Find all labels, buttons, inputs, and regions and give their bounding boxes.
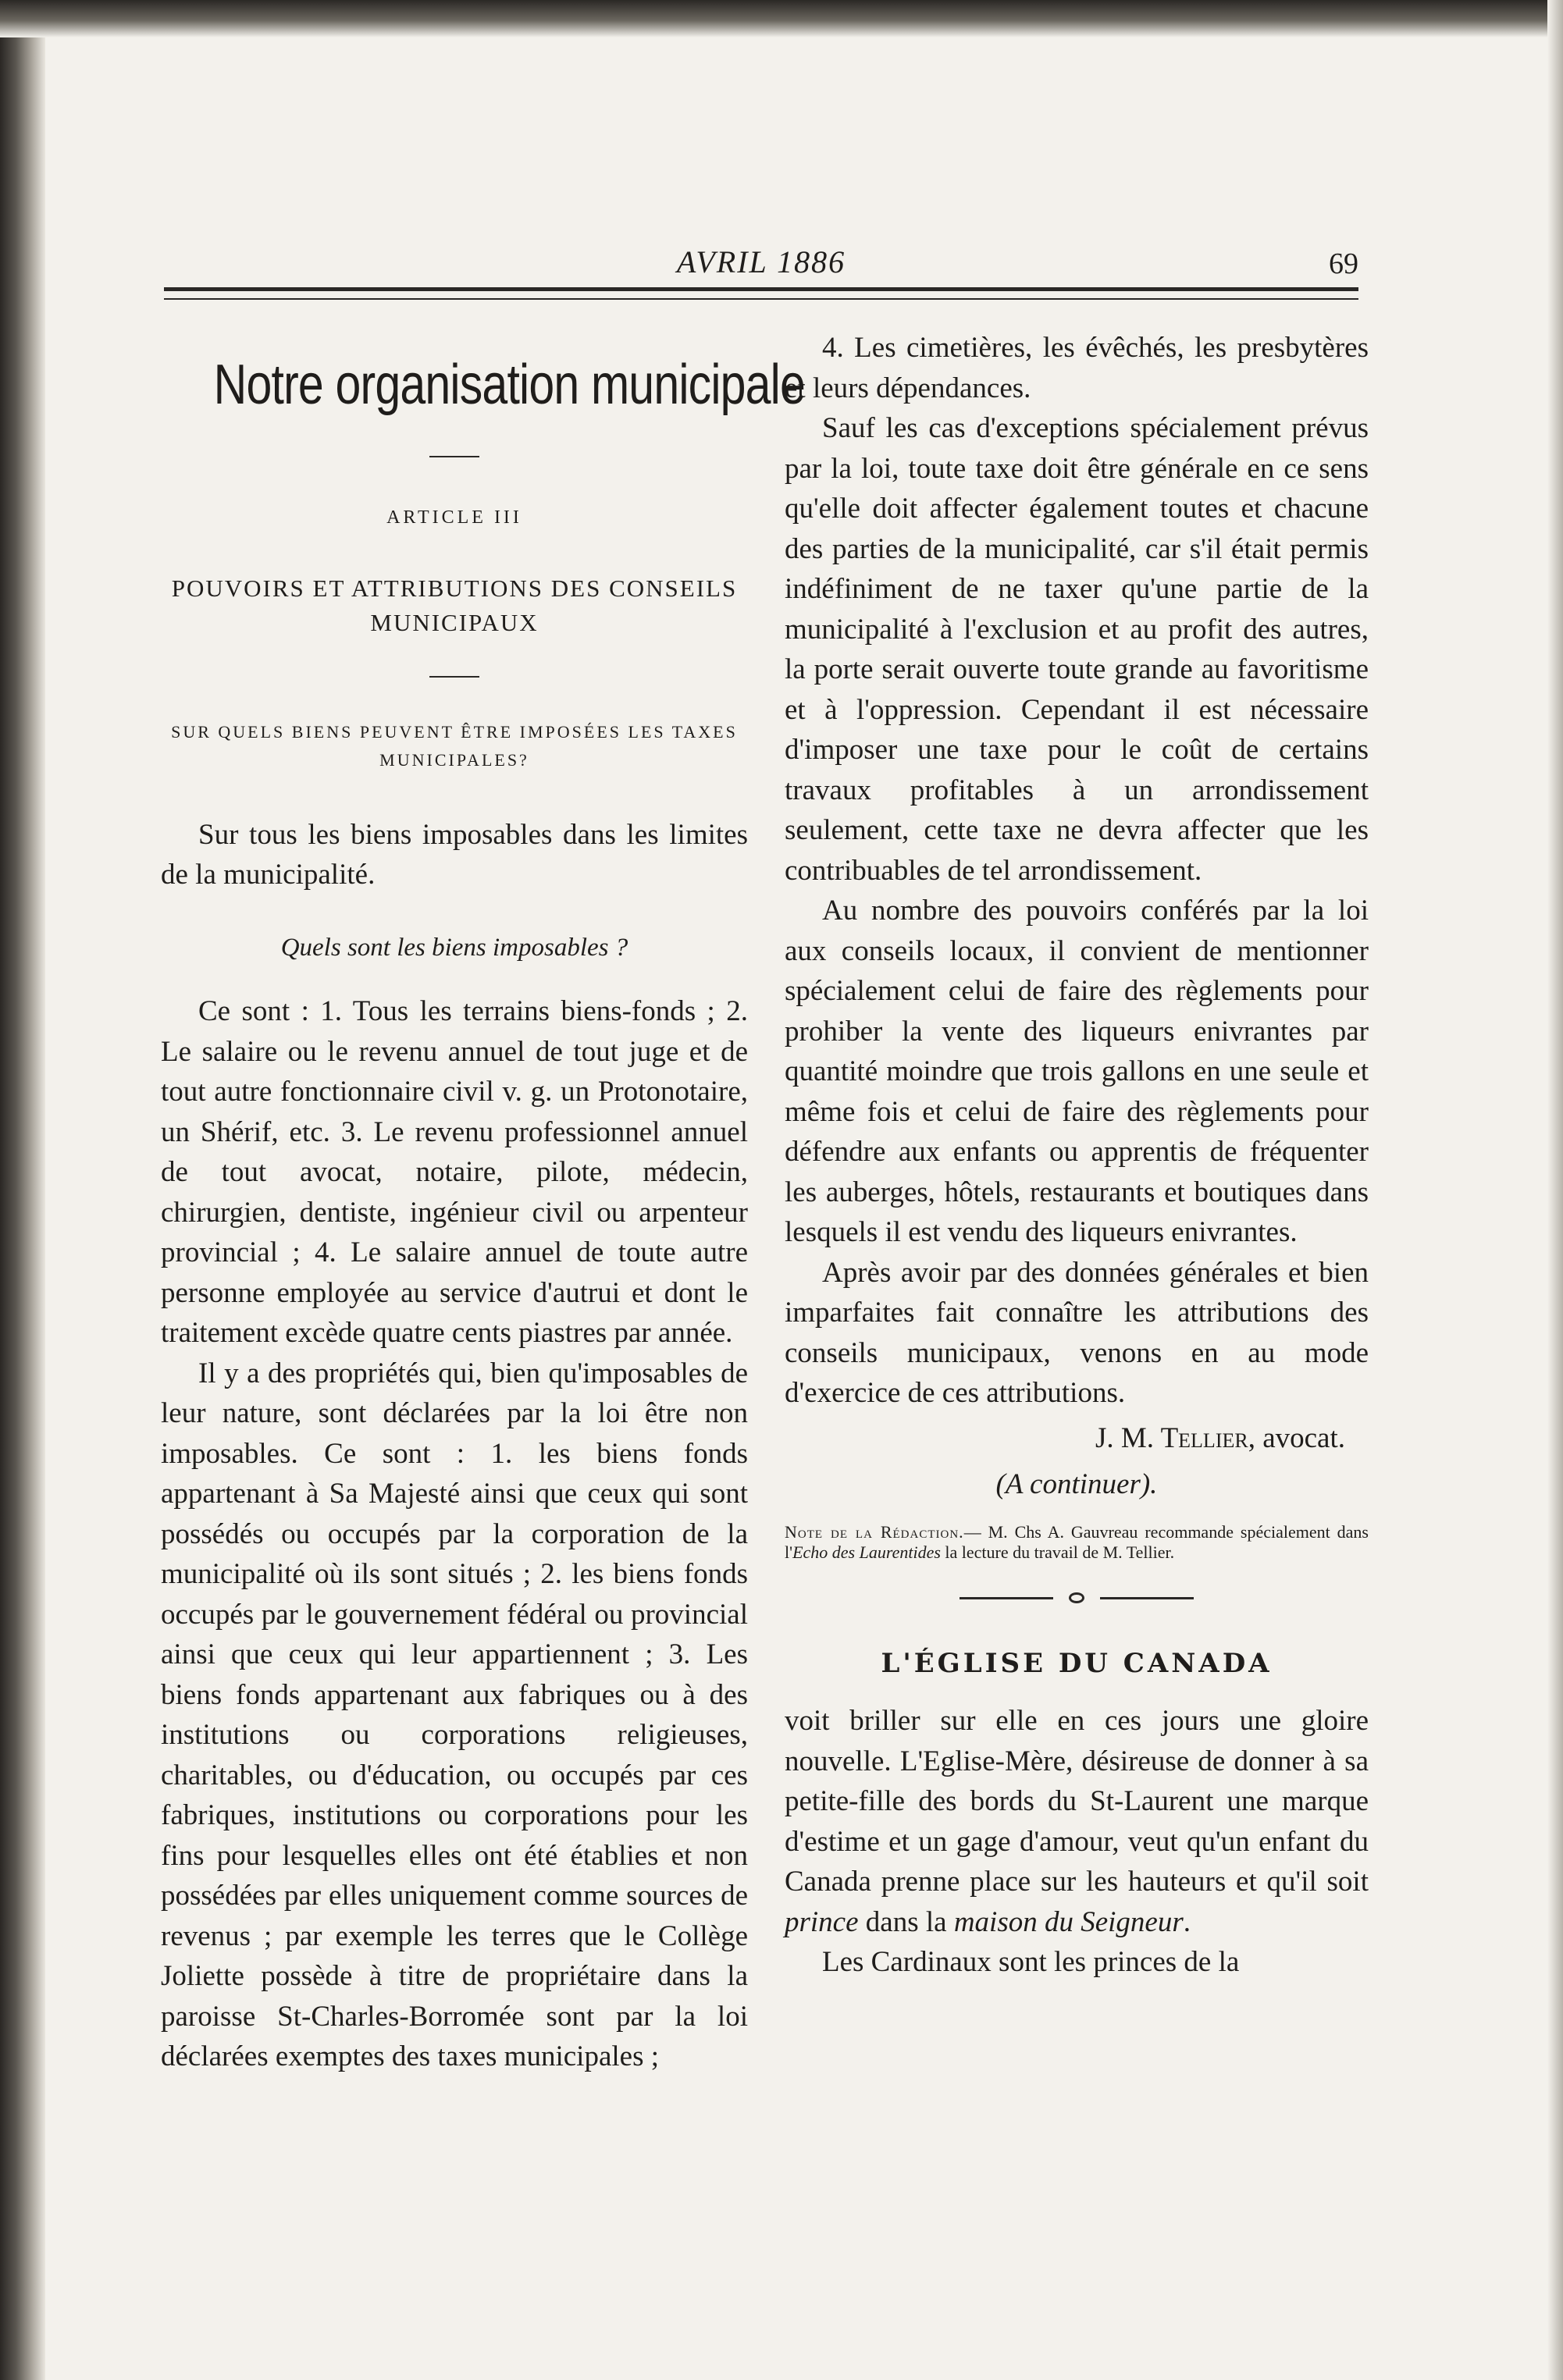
article-number: ARTICLE III bbox=[386, 507, 522, 528]
note-text: la lecture du travail de M. Tellier. bbox=[940, 1542, 1175, 1562]
signature-name: J. M. Tellier bbox=[1095, 1421, 1248, 1454]
signature-title: , avocat. bbox=[1248, 1421, 1345, 1454]
running-title: AVRIL 1886 bbox=[676, 244, 846, 279]
section-title: L'ÉGLISE DU CANADA bbox=[881, 1647, 1273, 1679]
signature bbox=[785, 1418, 1369, 1459]
page-number: 69 bbox=[1329, 247, 1358, 280]
running-header bbox=[164, 226, 1358, 289]
note-publication: Echo des Laurentides bbox=[792, 1542, 941, 1562]
page-top-edge bbox=[0, 0, 1563, 37]
editor-note bbox=[785, 1522, 1369, 1563]
paragraph: voit briller sur elle en ces jours une gloire nouvelle. L'Eglise-Mère, désireuse de donner à sa petite-fille des bords du St-Laurent une marque d'estime et un gage d'amour, veut qu'un enfant du Canada prenne place sur les hauteurs et qu'il soit prince dans la maison du Seigneur. bbox=[785, 1705, 1369, 1938]
paragraph: Il y a des propriétés qui, bien qu'imposables de leur nature, sont déclarées par la loi être non imposables. Ce sont : 1. les biens fonds appartenant à Sa Majesté ainsi que ceux qui sont possédés ou occupés par la corporation de la municipalité où ils sont situés ; 2. les biens fonds occupés par le gouvernement fédéral ou provincial ainsi que ceux qui leur appartiennent ; 3. Les biens fonds appartenant aux fabriques ou à des institutions ou corporations religieuses, charitables, ou d'éducation, ou occupés par ces fabriques, institutions ou corporations pour les fins pour lesquelles elles ont été établies et non possédées par elles uniquement comme sources de revenus ; par exemple les terres que le Collège Joliette possède à titre de propriétaire dans la paroisse St-Charles-Borromée sont par la loi déclarées exemptes des taxes municipales ; bbox=[161, 1357, 748, 2072]
separator-dash bbox=[429, 676, 479, 678]
paragraph: Sauf les cas d'exceptions spécialement prévus par la loi, toute taxe doit être générale en ce sens qu'elle doit affecter également toutes et chacune des parties de la municipalité, car s'il était permis indéfiniment de ne taxer qu'une partie de la municipalité à l'exclusion et au profit des autres, la porte serait ouverte toute grande au favoritisme et à l'oppression. Cependant il est nécessaire d'imposer une taxe pour le coût de certains travaux profitables à un arrondissement seulement, cette taxe ne devra affecter que les contribuables de tel arrondissement. bbox=[785, 412, 1369, 887]
article-title: Notre organisation municipale bbox=[213, 354, 805, 416]
note-text: — M. Chs A. Gauvreau recommande spécialement dans l' bbox=[785, 1521, 1369, 1562]
ornament-divider bbox=[960, 1594, 1194, 1602]
to-be-continued: (A continuer). bbox=[995, 1468, 1158, 1500]
page-right-edge bbox=[1547, 0, 1563, 2380]
header-rule-thin bbox=[164, 298, 1358, 300]
paragraph: 4. Les cimetières, les évêchés, les presbytères et leurs dépendances. bbox=[785, 332, 1369, 404]
note-label: Note de la Rédaction. bbox=[785, 1521, 964, 1542]
header-rule-thick bbox=[164, 287, 1358, 291]
paragraph: Les Cardinaux sont les princes de la bbox=[822, 1946, 1240, 1978]
right-column bbox=[785, 328, 1369, 2326]
question-subheading: Quels sont les biens imposables ? bbox=[280, 933, 628, 962]
separator-dash bbox=[429, 456, 479, 457]
paragraph: Ce sont : 1. Tous les terrains biens-fonds ; 2. Le salaire ou le revenu annuel de tout juge et de tout autre fonctionnaire civil v. g. un Protonotaire, un Shérif, etc. 3. Le revenu professionnel annuel de tout avocat, notaire, pilote, médecin, chirurgien, dentiste, ingénieur civil ou arpenteur provincial ; 4. Le salaire annuel de toute autre personne employée au service d'autrui et dont le traitement excède quatre cents piastres par année. bbox=[161, 995, 748, 1349]
left-column bbox=[161, 328, 805, 2326]
paragraph: Après avoir par des données générales et bien imparfaites fait connaître les attributions des conseils municipaux, venons en au mode d'exercice de ces attributions. bbox=[785, 1256, 1369, 1409]
paragraph: Sur tous les biens imposables dans les limites de la municipalité. bbox=[161, 818, 748, 891]
paragraph: Au nombre des pouvoirs conférés par la loi aux conseils locaux, il convient de mentionner spécialement celui de faire des règlements pour prohiber la vente des liqueurs enivrantes par quantité moindre que trois gallons en une seule et même fois et celui de faire des règlements pour défendre aux enfants ou apprentis de fréquenter les auberges, hôtels, restaurants et boutiques dans lesquels il est vendu des liqueurs enivrantes. bbox=[785, 895, 1369, 1248]
section-heading: POUVOIRS ET ATTRIBUTIONS DES CONSEILS MUNICIPAUX bbox=[171, 574, 738, 636]
page-binding-edge bbox=[0, 0, 45, 2380]
question-heading: SUR QUELS BIENS PEUVENT ÊTRE IMPOSÉES LES TAXES MUNICIPALES? bbox=[171, 721, 738, 770]
